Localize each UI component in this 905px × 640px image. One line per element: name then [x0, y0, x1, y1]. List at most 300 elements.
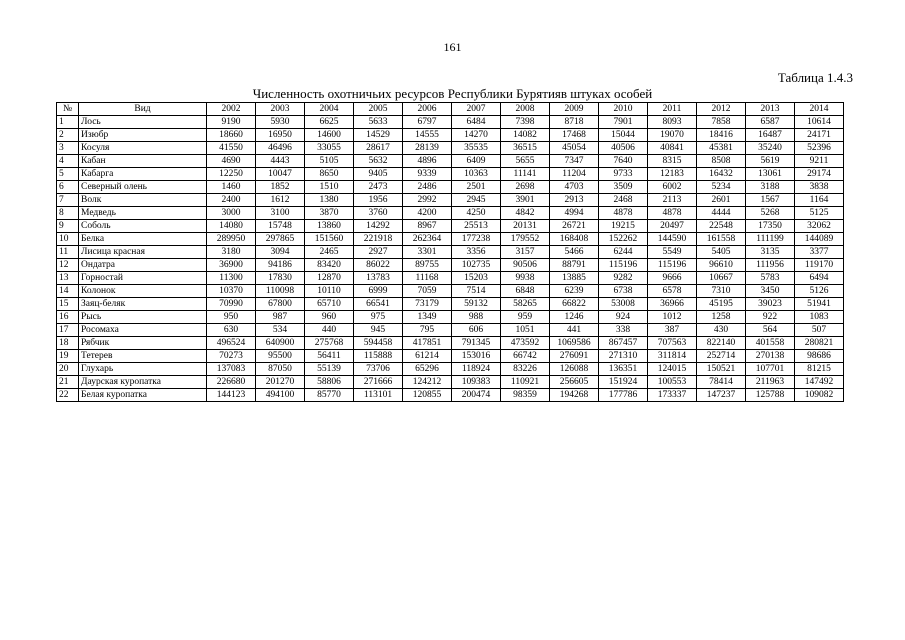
species-cell: Белка: [79, 233, 207, 246]
count-cell: 5619: [746, 155, 795, 168]
header-year: 2009: [550, 103, 599, 116]
count-cell: 40841: [648, 142, 697, 155]
count-cell: 177238: [452, 233, 501, 246]
row-number-cell: 18: [57, 337, 79, 350]
count-cell: 338: [599, 324, 648, 337]
table-row: [57, 168, 844, 181]
count-cell: 111199: [746, 233, 795, 246]
count-cell: 12250: [207, 168, 256, 181]
count-cell: 119170: [795, 259, 844, 272]
count-cell: 14529: [354, 129, 403, 142]
count-cell: 161558: [697, 233, 746, 246]
count-cell: 115196: [599, 259, 648, 272]
count-cell: 94186: [256, 259, 305, 272]
header-row: [57, 103, 844, 116]
species-cell: Рябчик: [79, 337, 207, 350]
row-number-cell: 9: [57, 220, 79, 233]
count-cell: 17830: [256, 272, 305, 285]
count-cell: 73179: [403, 298, 452, 311]
count-cell: 201270: [256, 376, 305, 389]
count-cell: 9733: [599, 168, 648, 181]
species-cell: Рысь: [79, 311, 207, 324]
count-cell: 150521: [697, 363, 746, 376]
count-cell: 252714: [697, 350, 746, 363]
count-cell: 2945: [452, 194, 501, 207]
count-cell: 15203: [452, 272, 501, 285]
count-cell: 2913: [550, 194, 599, 207]
count-cell: 1349: [403, 311, 452, 324]
count-cell: 988: [452, 311, 501, 324]
count-cell: 922: [746, 311, 795, 324]
count-cell: 1460: [207, 181, 256, 194]
count-cell: 85770: [305, 389, 354, 402]
count-cell: 795: [403, 324, 452, 337]
count-cell: 5105: [305, 155, 354, 168]
table-row: [57, 116, 844, 129]
count-cell: 5405: [697, 246, 746, 259]
count-cell: 6494: [795, 272, 844, 285]
count-cell: 270138: [746, 350, 795, 363]
header-year: 2012: [697, 103, 746, 116]
count-cell: 8650: [305, 168, 354, 181]
count-cell: 2113: [648, 194, 697, 207]
count-cell: 959: [501, 311, 550, 324]
species-cell: Изюбр: [79, 129, 207, 142]
count-cell: 6239: [550, 285, 599, 298]
count-cell: 1852: [256, 181, 305, 194]
count-cell: 13885: [550, 272, 599, 285]
count-cell: 3901: [501, 194, 550, 207]
row-number-cell: 12: [57, 259, 79, 272]
count-cell: 7901: [599, 116, 648, 129]
count-cell: 13860: [305, 220, 354, 233]
count-cell: 168408: [550, 233, 599, 246]
species-cell: Медведь: [79, 207, 207, 220]
header-year: 2003: [256, 103, 305, 116]
species-cell: Кабан: [79, 155, 207, 168]
count-cell: 1083: [795, 311, 844, 324]
count-cell: 276091: [550, 350, 599, 363]
count-cell: 975: [354, 311, 403, 324]
count-cell: 58806: [305, 376, 354, 389]
table-label: Таблица 1.4.3: [777, 70, 853, 85]
count-cell: 98359: [501, 389, 550, 402]
count-cell: 45195: [697, 298, 746, 311]
count-cell: 3356: [452, 246, 501, 259]
count-cell: 3180: [207, 246, 256, 259]
species-cell: Росомаха: [79, 324, 207, 337]
count-cell: 5655: [501, 155, 550, 168]
count-cell: 3838: [795, 181, 844, 194]
table-header: [57, 103, 844, 116]
count-cell: 52396: [795, 142, 844, 155]
count-cell: 2601: [697, 194, 746, 207]
count-cell: 256605: [550, 376, 599, 389]
count-cell: 6625: [305, 116, 354, 129]
count-cell: 40506: [599, 142, 648, 155]
count-cell: 275768: [305, 337, 354, 350]
count-cell: 87050: [256, 363, 305, 376]
count-cell: 262364: [403, 233, 452, 246]
count-cell: 417851: [403, 337, 452, 350]
table-row: [57, 259, 844, 272]
count-cell: 16487: [746, 129, 795, 142]
header-species: Вид: [79, 103, 207, 116]
count-cell: 19070: [648, 129, 697, 142]
count-cell: 5632: [354, 155, 403, 168]
count-cell: 8718: [550, 116, 599, 129]
count-cell: 2400: [207, 194, 256, 207]
count-cell: 35240: [746, 142, 795, 155]
count-cell: 1567: [746, 194, 795, 207]
count-cell: 115888: [354, 350, 403, 363]
row-number-cell: 11: [57, 246, 79, 259]
count-cell: 15044: [599, 129, 648, 142]
count-cell: 86022: [354, 259, 403, 272]
species-cell: Ондатра: [79, 259, 207, 272]
count-cell: 98686: [795, 350, 844, 363]
row-number-cell: 1: [57, 116, 79, 129]
count-cell: 66822: [550, 298, 599, 311]
count-cell: 13061: [746, 168, 795, 181]
count-cell: 5930: [256, 116, 305, 129]
count-cell: 100553: [648, 376, 697, 389]
count-cell: 6848: [501, 285, 550, 298]
header-year: 2010: [599, 103, 648, 116]
count-cell: 81215: [795, 363, 844, 376]
count-cell: 271666: [354, 376, 403, 389]
count-cell: 90506: [501, 259, 550, 272]
table-row: [57, 129, 844, 142]
count-cell: 7347: [550, 155, 599, 168]
table-row: [57, 363, 844, 376]
count-cell: 110098: [256, 285, 305, 298]
count-cell: 430: [697, 324, 746, 337]
count-cell: 19215: [599, 220, 648, 233]
count-cell: 89755: [403, 259, 452, 272]
table-row: [57, 337, 844, 350]
count-cell: 39023: [746, 298, 795, 311]
count-cell: 2992: [403, 194, 452, 207]
count-cell: 3188: [746, 181, 795, 194]
count-cell: 55139: [305, 363, 354, 376]
count-cell: 11141: [501, 168, 550, 181]
count-cell: 20131: [501, 220, 550, 233]
count-cell: 7059: [403, 285, 452, 298]
count-cell: 66742: [501, 350, 550, 363]
count-cell: 9405: [354, 168, 403, 181]
species-cell: Тетерев: [79, 350, 207, 363]
count-cell: 4878: [599, 207, 648, 220]
count-cell: 65710: [305, 298, 354, 311]
species-cell: Колонок: [79, 285, 207, 298]
count-cell: 1956: [354, 194, 403, 207]
count-cell: 4444: [697, 207, 746, 220]
count-cell: 2465: [305, 246, 354, 259]
count-cell: 11300: [207, 272, 256, 285]
count-cell: 102735: [452, 259, 501, 272]
count-cell: 124212: [403, 376, 452, 389]
table-row: [57, 324, 844, 337]
count-cell: 41550: [207, 142, 256, 155]
count-cell: 96610: [697, 259, 746, 272]
count-cell: 5549: [648, 246, 697, 259]
count-cell: 630: [207, 324, 256, 337]
count-cell: 147492: [795, 376, 844, 389]
count-cell: 7310: [697, 285, 746, 298]
species-cell: Соболь: [79, 220, 207, 233]
count-cell: 4878: [648, 207, 697, 220]
species-cell: Лисица красная: [79, 246, 207, 259]
count-cell: 144590: [648, 233, 697, 246]
count-cell: 3450: [746, 285, 795, 298]
count-cell: 3135: [746, 246, 795, 259]
count-cell: 496524: [207, 337, 256, 350]
row-number-cell: 15: [57, 298, 79, 311]
row-number-cell: 14: [57, 285, 79, 298]
count-cell: 144123: [207, 389, 256, 402]
count-cell: 65296: [403, 363, 452, 376]
row-number-cell: 19: [57, 350, 79, 363]
count-cell: 11168: [403, 272, 452, 285]
table-row: [57, 155, 844, 168]
species-cell: Глухарь: [79, 363, 207, 376]
count-cell: 200474: [452, 389, 501, 402]
count-cell: 945: [354, 324, 403, 337]
count-cell: 56411: [305, 350, 354, 363]
header-year: 2008: [501, 103, 550, 116]
count-cell: 473592: [501, 337, 550, 350]
count-cell: 10363: [452, 168, 501, 181]
count-cell: 1164: [795, 194, 844, 207]
count-cell: 16950: [256, 129, 305, 142]
count-cell: 4690: [207, 155, 256, 168]
count-cell: 4250: [452, 207, 501, 220]
count-cell: 28139: [403, 142, 452, 155]
count-cell: 58265: [501, 298, 550, 311]
count-cell: 1380: [305, 194, 354, 207]
count-cell: 3760: [354, 207, 403, 220]
count-cell: 5268: [746, 207, 795, 220]
row-number-cell: 4: [57, 155, 79, 168]
count-cell: 3301: [403, 246, 452, 259]
count-cell: 32062: [795, 220, 844, 233]
species-cell: Даурская куропатка: [79, 376, 207, 389]
count-cell: 14555: [403, 129, 452, 142]
count-cell: 1612: [256, 194, 305, 207]
count-cell: 271310: [599, 350, 648, 363]
count-cell: 7858: [697, 116, 746, 129]
count-cell: 10370: [207, 285, 256, 298]
count-cell: 3509: [599, 181, 648, 194]
count-cell: 297865: [256, 233, 305, 246]
count-cell: 4703: [550, 181, 599, 194]
count-cell: 137083: [207, 363, 256, 376]
count-cell: 147237: [697, 389, 746, 402]
count-cell: 9190: [207, 116, 256, 129]
header-year: 2006: [403, 103, 452, 116]
count-cell: 151560: [305, 233, 354, 246]
table-row: [57, 285, 844, 298]
count-cell: 18660: [207, 129, 256, 142]
row-number-cell: 7: [57, 194, 79, 207]
count-cell: 14270: [452, 129, 501, 142]
count-cell: 17468: [550, 129, 599, 142]
count-cell: 11204: [550, 168, 599, 181]
species-cell: Кабарга: [79, 168, 207, 181]
row-number-cell: 3: [57, 142, 79, 155]
count-cell: 6002: [648, 181, 697, 194]
table-row: [57, 311, 844, 324]
row-number-cell: 20: [57, 363, 79, 376]
table-row: [57, 298, 844, 311]
count-cell: 9938: [501, 272, 550, 285]
count-cell: 5234: [697, 181, 746, 194]
count-cell: 144089: [795, 233, 844, 246]
count-cell: 115196: [648, 259, 697, 272]
count-cell: 6484: [452, 116, 501, 129]
header-year: 2005: [354, 103, 403, 116]
count-cell: 440: [305, 324, 354, 337]
count-cell: 14080: [207, 220, 256, 233]
count-cell: 33055: [305, 142, 354, 155]
count-cell: 6244: [599, 246, 648, 259]
count-cell: 26721: [550, 220, 599, 233]
count-cell: 13783: [354, 272, 403, 285]
count-cell: 3094: [256, 246, 305, 259]
table-row: [57, 272, 844, 285]
count-cell: 3377: [795, 246, 844, 259]
table-row: [57, 389, 844, 402]
count-cell: 6409: [452, 155, 501, 168]
count-cell: 179552: [501, 233, 550, 246]
count-cell: 14600: [305, 129, 354, 142]
count-cell: 14082: [501, 129, 550, 142]
count-cell: 1012: [648, 311, 697, 324]
count-cell: 113101: [354, 389, 403, 402]
count-cell: 5466: [550, 246, 599, 259]
count-cell: 25513: [452, 220, 501, 233]
count-cell: 6578: [648, 285, 697, 298]
count-cell: 194268: [550, 389, 599, 402]
header-year: 2014: [795, 103, 844, 116]
header-number: №: [57, 103, 79, 116]
count-cell: 126088: [550, 363, 599, 376]
count-cell: 12870: [305, 272, 354, 285]
header-year: 2002: [207, 103, 256, 116]
count-cell: 15748: [256, 220, 305, 233]
count-cell: 2486: [403, 181, 452, 194]
count-cell: 6999: [354, 285, 403, 298]
table-row: [57, 207, 844, 220]
count-cell: 7640: [599, 155, 648, 168]
row-number-cell: 5: [57, 168, 79, 181]
row-number-cell: 22: [57, 389, 79, 402]
count-cell: 494100: [256, 389, 305, 402]
count-cell: 67800: [256, 298, 305, 311]
count-cell: 35535: [452, 142, 501, 155]
header-year: 2011: [648, 103, 697, 116]
count-cell: 3100: [256, 207, 305, 220]
count-cell: 3000: [207, 207, 256, 220]
count-cell: 4994: [550, 207, 599, 220]
count-cell: 791345: [452, 337, 501, 350]
count-cell: 83226: [501, 363, 550, 376]
count-cell: 950: [207, 311, 256, 324]
count-cell: 311814: [648, 350, 697, 363]
count-cell: 12183: [648, 168, 697, 181]
count-cell: 61214: [403, 350, 452, 363]
count-cell: 7514: [452, 285, 501, 298]
count-cell: 173337: [648, 389, 697, 402]
count-cell: 17350: [746, 220, 795, 233]
count-cell: 73706: [354, 363, 403, 376]
row-number-cell: 6: [57, 181, 79, 194]
count-cell: 960: [305, 311, 354, 324]
count-cell: 109082: [795, 389, 844, 402]
count-cell: 1510: [305, 181, 354, 194]
count-cell: 5783: [746, 272, 795, 285]
count-cell: 8508: [697, 155, 746, 168]
table-row: [57, 233, 844, 246]
count-cell: 16432: [697, 168, 746, 181]
count-cell: 51941: [795, 298, 844, 311]
count-cell: 125788: [746, 389, 795, 402]
hunting-resources-table: [56, 102, 844, 402]
count-cell: 2698: [501, 181, 550, 194]
count-cell: 45054: [550, 142, 599, 155]
count-cell: 110921: [501, 376, 550, 389]
count-cell: 53008: [599, 298, 648, 311]
header-year: 2013: [746, 103, 795, 116]
count-cell: 124015: [648, 363, 697, 376]
count-cell: 2473: [354, 181, 403, 194]
count-cell: 4896: [403, 155, 452, 168]
header-year: 2007: [452, 103, 501, 116]
count-cell: 822140: [697, 337, 746, 350]
row-number-cell: 17: [57, 324, 79, 337]
count-cell: 153016: [452, 350, 501, 363]
count-cell: 2501: [452, 181, 501, 194]
count-cell: 441: [550, 324, 599, 337]
table-row: [57, 142, 844, 155]
count-cell: 707563: [648, 337, 697, 350]
count-cell: 5633: [354, 116, 403, 129]
count-cell: 118924: [452, 363, 501, 376]
count-cell: 24171: [795, 129, 844, 142]
species-cell: Лось: [79, 116, 207, 129]
count-cell: 9211: [795, 155, 844, 168]
count-cell: 151924: [599, 376, 648, 389]
count-cell: 20497: [648, 220, 697, 233]
count-cell: 1069586: [550, 337, 599, 350]
count-cell: 29174: [795, 168, 844, 181]
count-cell: 1246: [550, 311, 599, 324]
count-cell: 177786: [599, 389, 648, 402]
count-cell: 924: [599, 311, 648, 324]
count-cell: 10667: [697, 272, 746, 285]
count-cell: 5125: [795, 207, 844, 220]
species-cell: Волк: [79, 194, 207, 207]
count-cell: 59132: [452, 298, 501, 311]
count-cell: 5126: [795, 285, 844, 298]
table-row: [57, 246, 844, 259]
count-cell: 136351: [599, 363, 648, 376]
count-cell: 46496: [256, 142, 305, 155]
count-cell: 36900: [207, 259, 256, 272]
count-cell: 70990: [207, 298, 256, 311]
table-body: [57, 116, 844, 402]
